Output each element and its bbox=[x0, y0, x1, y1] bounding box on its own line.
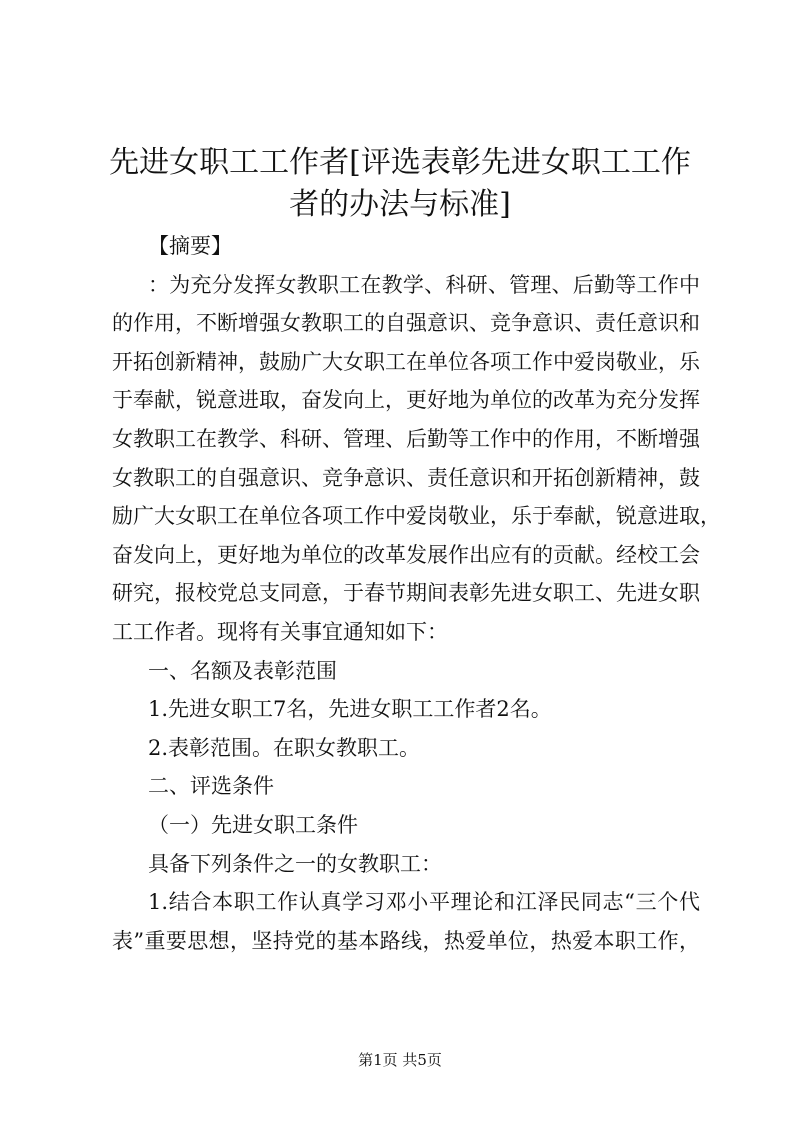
paragraph-line: 于奉献，锐意进取，奋发向上，更好地为单位的改革为充分发挥 bbox=[112, 388, 700, 413]
paragraph-line: 研究，报校党总支同意，于春节期间表彰先进女职工、先进女职 bbox=[112, 581, 700, 606]
page-footer: 第1页 共5页 bbox=[358, 1051, 442, 1069]
paragraph-line: 励广大女职工在单位各项工作中爱岗敬业，乐于奉献，锐意进取， bbox=[112, 504, 721, 529]
paragraph-line: 开拓创新精神，鼓励广大女职工在单位各项工作中爱岗敬业，乐 bbox=[112, 349, 700, 374]
paragraph-line: 奋发向上，更好地为单位的改革发展作出应有的贡献。经校工会 bbox=[112, 542, 700, 567]
document-body bbox=[112, 227, 721, 960]
paragraph-line: 的作用，不断增强女教职工的自强意识、竞争意识、责任意识和 bbox=[112, 311, 700, 336]
paragraph-line: 表”重要思想，坚持党的基本路线，热爱单位，热爱本职工作， bbox=[112, 928, 700, 953]
paragraph-line: 具备下列条件之一的女教职工： bbox=[148, 851, 442, 876]
paragraph-line: 工工作者。现将有关事宜通知如下： bbox=[112, 619, 448, 644]
section-heading: 二、评选条件 bbox=[148, 774, 274, 799]
paragraph-line: 女教职工在教学、科研、管理、后勤等工作中的作用，不断增强 bbox=[112, 426, 700, 451]
section-heading: 一、名额及表彰范围 bbox=[148, 658, 337, 683]
paragraph-line: 女教职工的自强意识、竞争意识、责任意识和开拓创新精神，鼓 bbox=[112, 465, 700, 490]
list-item: 1.先进女职工7名，先进女职工工作者2名。 bbox=[148, 697, 552, 722]
title-line-1: 先进女职工工作者[评选表彰先进女职工工作 bbox=[109, 145, 691, 180]
list-item: 1.结合本职工作认真学习邓小平理论和江泽民同志“三个代 bbox=[148, 890, 700, 915]
title-line-2: 者的办法与标准] bbox=[289, 187, 511, 222]
paragraph-line: ：为充分发挥女教职工在教学、科研、管理、后勤等工作中 bbox=[148, 272, 700, 297]
document-title bbox=[100, 142, 700, 226]
abstract-heading: 【摘要】 bbox=[148, 234, 232, 258]
list-item: 2.表彰范围。在职女教职工。 bbox=[148, 735, 421, 760]
subsection-heading: （一）先进女职工条件 bbox=[148, 812, 358, 837]
